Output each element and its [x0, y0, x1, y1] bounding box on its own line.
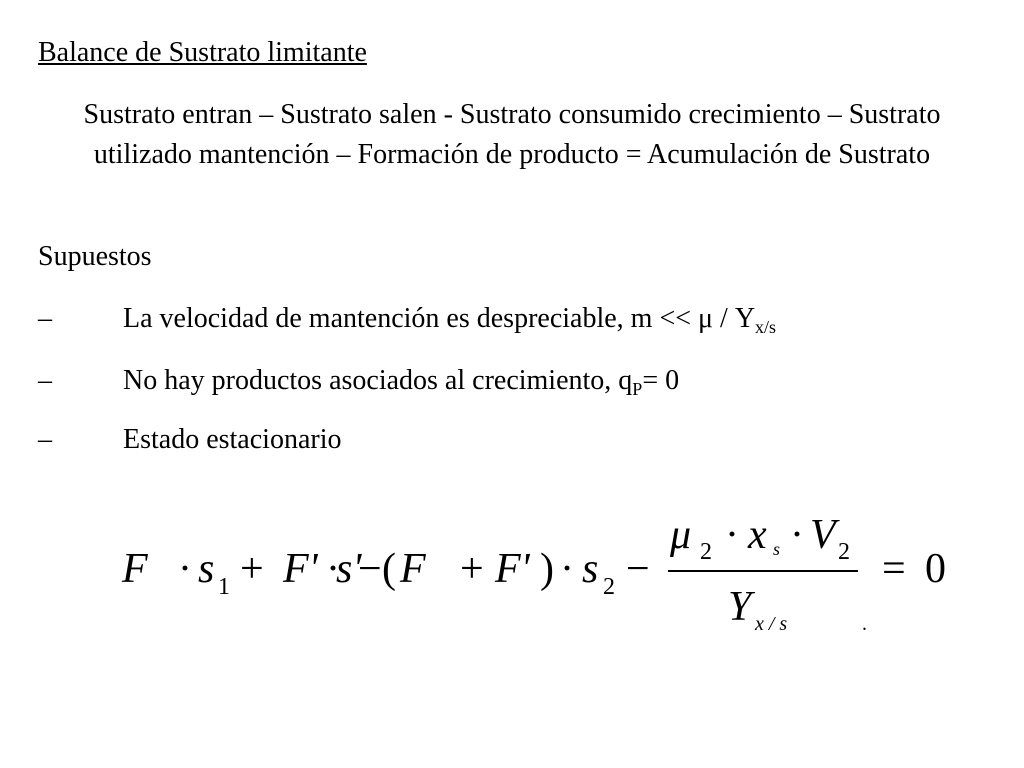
eq-Fprime: F' [283, 546, 318, 592]
eq-sprime: s' [336, 546, 362, 592]
assumption-text: La velocidad de mantención es despreciable, $m << \mu / Y_{x/s}$ [123, 303, 777, 337]
eq-s2: s [582, 546, 599, 592]
slide-title: Balance de Sustrato limitante [38, 37, 367, 68]
eq-F: F [400, 546, 426, 592]
eq-Y: Y [728, 584, 752, 630]
bullet-dash: – [38, 365, 52, 396]
eq-V: V [810, 512, 836, 558]
eq-minus: − [358, 546, 382, 592]
eq-x: x [748, 512, 767, 558]
assumption-text: No hay productos asociados al crecimiento, $q_P= 0$ [123, 365, 680, 399]
balance-statement: Sustrato entran – Sustrato salen - Sustrato consumido crecimiento – Sustrato utilizado mantención – Formación de producto = Acumulación de Sustrato [83, 99, 941, 170]
eq-dot: · [790, 512, 804, 558]
eq-open-paren: ( [382, 546, 396, 592]
eq-Fprime: F' [495, 546, 530, 592]
eq-dot: · [326, 546, 340, 592]
eq-plus: + [240, 546, 264, 592]
eq-mu-sub: 2 [700, 539, 712, 565]
fraction-bar [668, 570, 858, 572]
eq-x-sub: s [773, 539, 781, 559]
eq-V-sub: 2 [838, 539, 850, 565]
eq-zero: 0 [925, 546, 946, 592]
eq-dot: · [725, 512, 739, 558]
eq-dot: · [178, 546, 192, 592]
eq-F: F [122, 546, 148, 592]
eq-s1-sub: 1 [218, 574, 230, 600]
bullet-dash: – [38, 303, 52, 334]
eq-mu: μ [670, 512, 692, 558]
eq-equals: = [882, 546, 906, 592]
eq-Y-sub: x / s [755, 613, 788, 635]
supuestos-heading: Supuestos [38, 241, 152, 272]
eq-close-paren: ) [540, 546, 554, 592]
eq-period: . [862, 613, 867, 635]
eq-plus: + [460, 546, 484, 592]
eq-s1: s [198, 546, 215, 592]
eq-dot: · [560, 546, 574, 592]
assumption-text: Estado estacionario [123, 424, 342, 455]
eq-s2-sub: 2 [603, 574, 615, 600]
bullet-dash: – [38, 424, 52, 455]
eq-minus: − [626, 546, 650, 592]
